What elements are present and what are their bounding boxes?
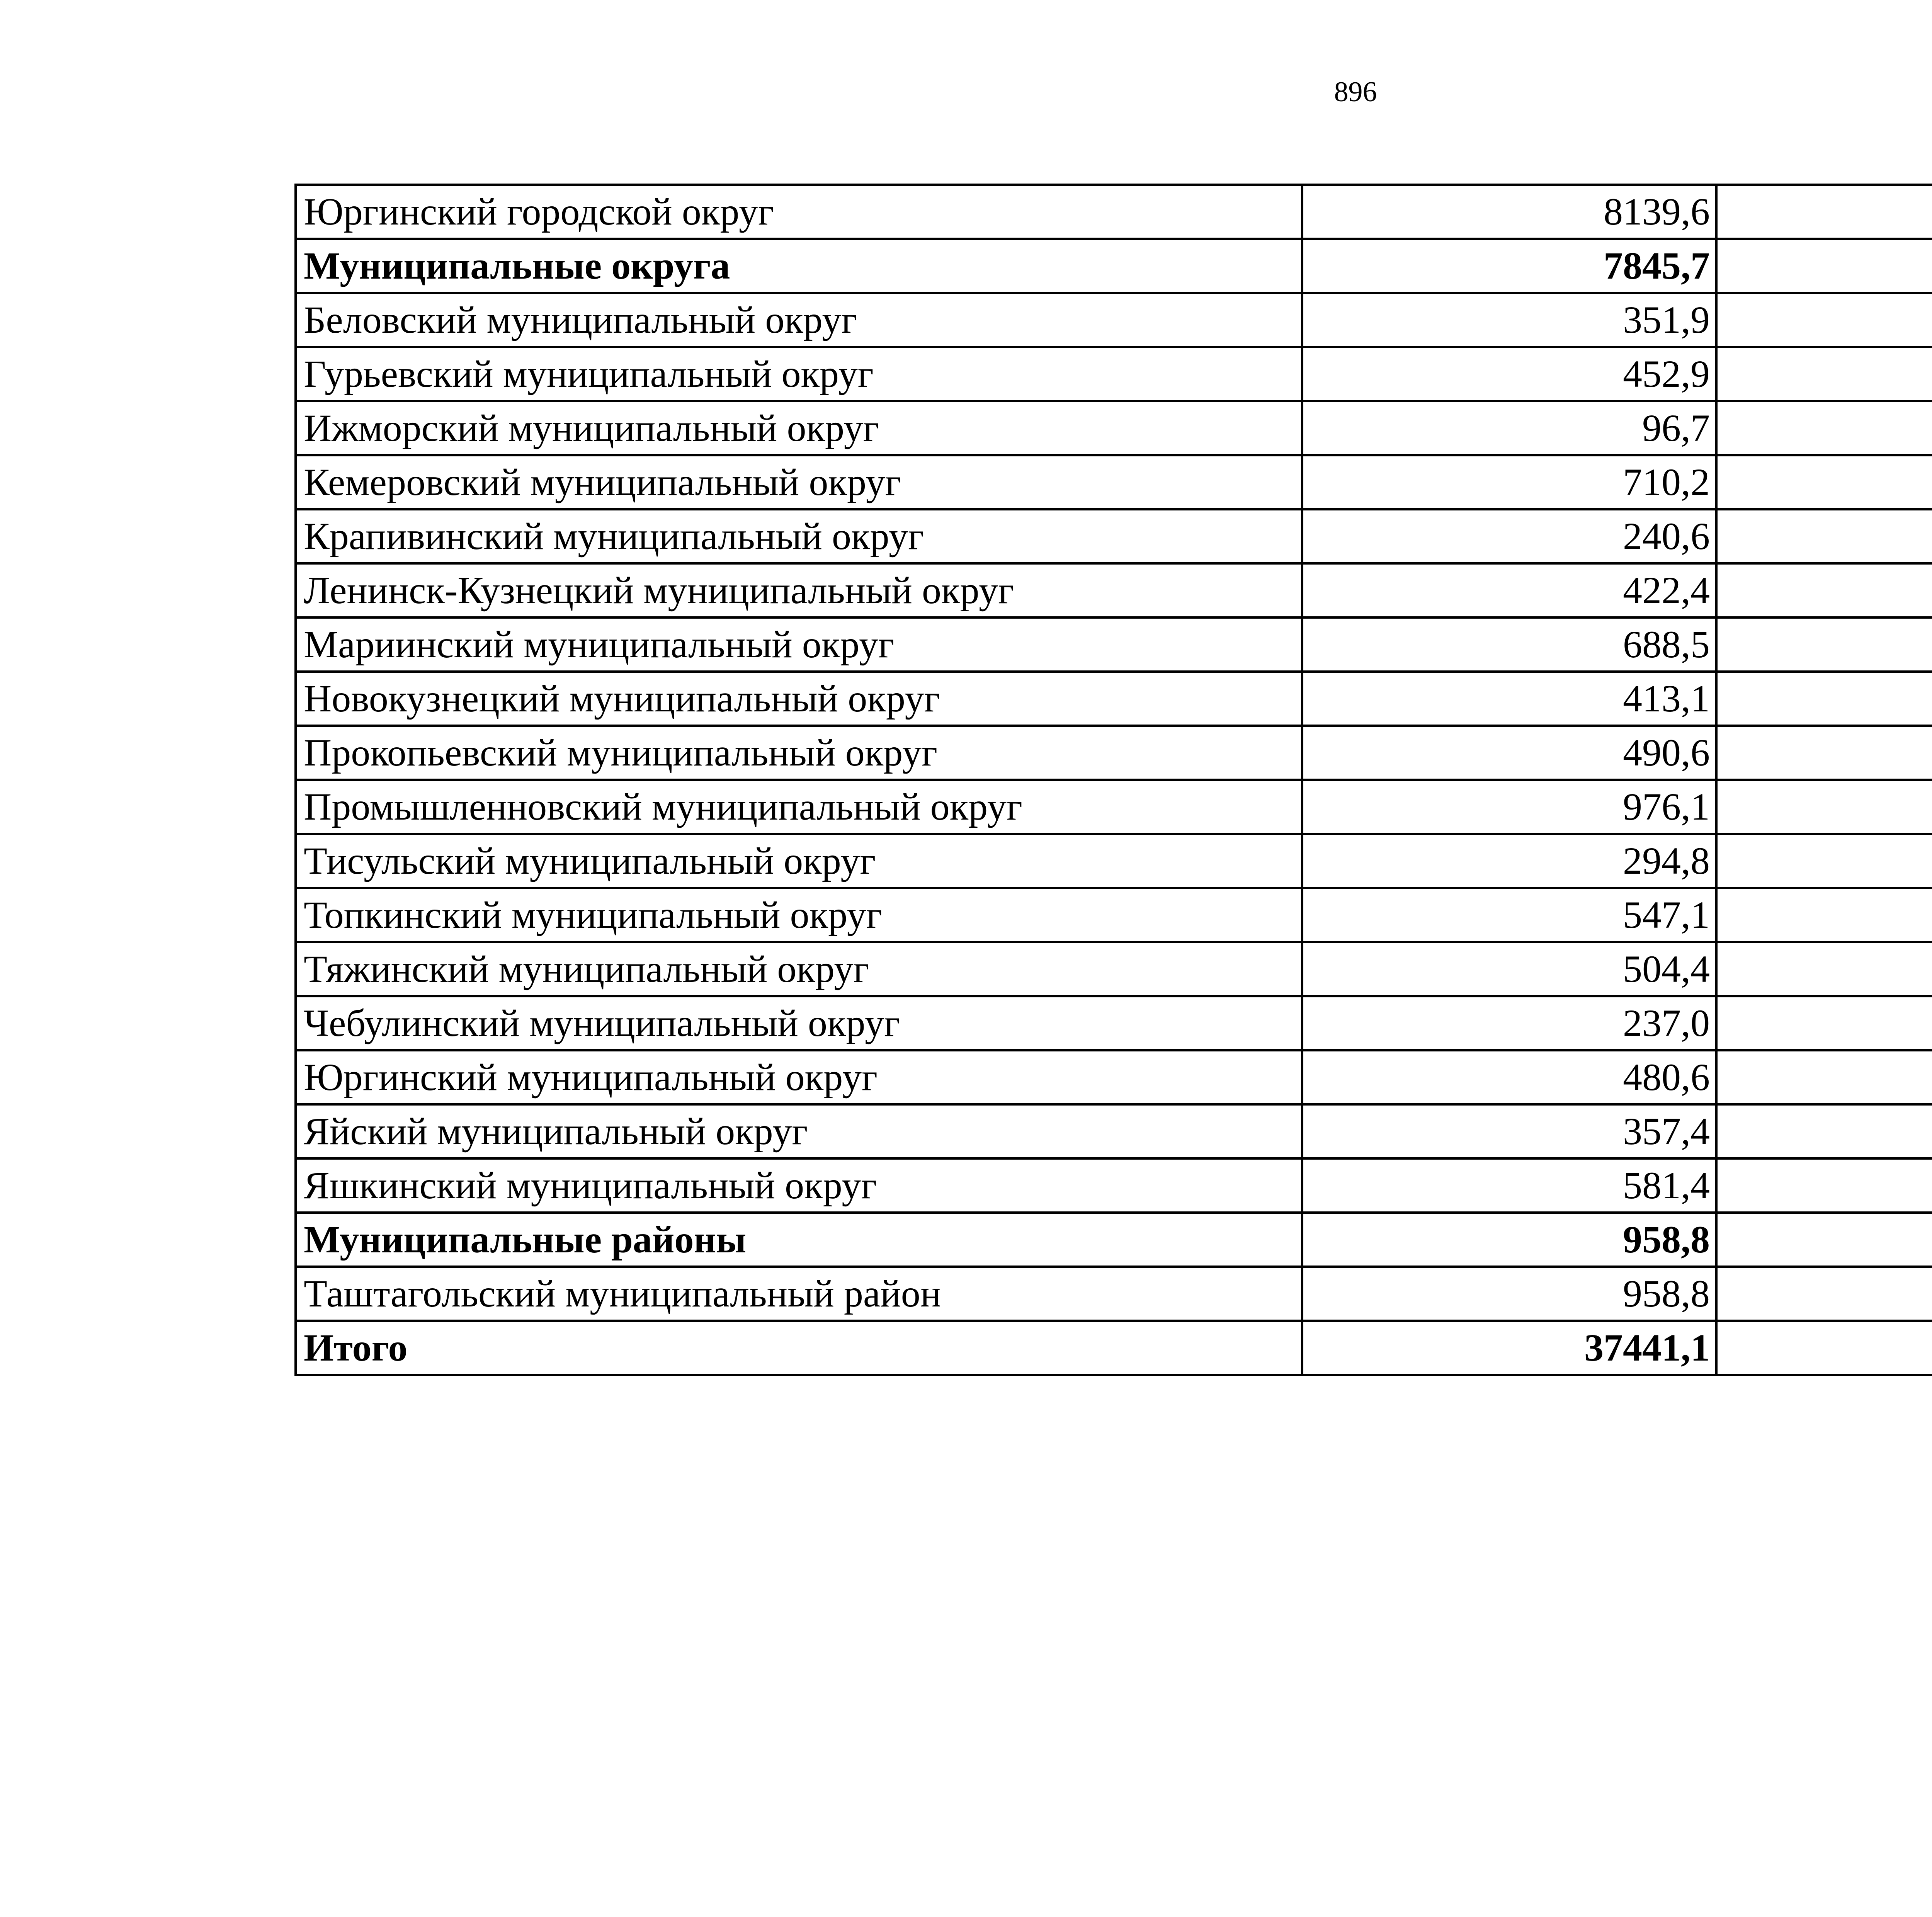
row-value-1-cell: 237,0 [1302,996,1716,1050]
row-name-cell: Беловский муниципальный округ [296,293,1302,347]
row-name-cell: Прокопьевский муниципальный округ [296,726,1302,780]
table-body [296,185,1932,1375]
row-name-cell: Муниципальные районы [296,1213,1302,1267]
row-value-2-cell [1716,1104,1932,1158]
row-name-cell: Юргинский муниципальный округ [296,1050,1302,1104]
row-value-2-cell [1716,509,1932,563]
row-name-cell: Тяжинский муниципальный округ [296,942,1302,996]
row-value-2-cell [1716,1213,1932,1267]
row-value-1-cell: 413,1 [1302,672,1716,726]
table-row [296,455,1932,509]
row-name-cell: Промышленновский муниципальный округ [296,780,1302,834]
row-value-2-cell [1716,563,1932,617]
row-value-2-cell [1716,996,1932,1050]
row-value-2-cell [1716,780,1932,834]
row-name-cell: Кемеровский муниципальный округ [296,455,1302,509]
row-value-1-cell: 976,1 [1302,780,1716,834]
row-value-1-cell: 547,1 [1302,888,1716,942]
row-value-1-cell: 240,6 [1302,509,1716,563]
row-name-cell: Ленинск-Кузнецкий муниципальный округ [296,563,1302,617]
table-row [296,780,1932,834]
row-name-cell: Новокузнецкий муниципальный округ [296,672,1302,726]
row-value-2-cell [1716,1321,1932,1375]
row-value-2-cell [1716,888,1932,942]
table-row-total [296,1213,1932,1267]
table-row [296,185,1932,239]
row-value-1-cell: 710,2 [1302,455,1716,509]
page-number: 896 [1334,76,1377,108]
table-row [296,293,1932,347]
row-value-2-cell [1716,455,1932,509]
row-value-1-cell: 581,4 [1302,1158,1716,1213]
table-row [296,834,1932,888]
table-row-total [296,1321,1932,1375]
row-value-2-cell [1716,726,1932,780]
row-name-cell: Муниципальные округа [296,239,1302,293]
table-row [296,347,1932,401]
row-name-cell: Чебулинский муниципальный округ [296,996,1302,1050]
row-name-cell: Ижморский муниципальный округ [296,401,1302,455]
row-value-2-cell [1716,239,1932,293]
row-name-cell: Таштагольский муниципальный район [296,1267,1302,1321]
row-value-1-cell: 422,4 [1302,563,1716,617]
row-name-cell: Тисульский муниципальный округ [296,834,1302,888]
row-value-1-cell: 351,9 [1302,293,1716,347]
table-row [296,726,1932,780]
budget-table [294,184,1932,1376]
table-row-total [296,239,1932,293]
row-value-2-cell [1716,1267,1932,1321]
row-name-cell: Топкинский муниципальный округ [296,888,1302,942]
row-value-2-cell [1716,293,1932,347]
row-value-1-cell: 504,4 [1302,942,1716,996]
row-value-1-cell: 452,9 [1302,347,1716,401]
table-row [296,1267,1932,1321]
row-value-2-cell [1716,672,1932,726]
table-row [296,509,1932,563]
row-name-cell: Яшкинский муниципальный округ [296,1158,1302,1213]
row-name-cell: Мариинский муниципальный округ [296,617,1302,672]
table-row [296,1050,1932,1104]
row-value-2-cell [1716,347,1932,401]
table-row [296,1104,1932,1158]
row-value-2-cell [1716,834,1932,888]
table-row [296,888,1932,942]
table-row [296,996,1932,1050]
row-value-1-cell: 8139,6 [1302,185,1716,239]
row-value-1-cell: 958,8 [1302,1267,1716,1321]
row-name-cell: Итого [296,1321,1302,1375]
table-row [296,1158,1932,1213]
table-row [296,563,1932,617]
row-value-2-cell [1716,942,1932,996]
row-value-2-cell [1716,185,1932,239]
row-value-2-cell [1716,401,1932,455]
row-value-1-cell: 37441,1 [1302,1321,1716,1375]
row-value-1-cell: 480,6 [1302,1050,1716,1104]
row-value-1-cell: 490,6 [1302,726,1716,780]
row-name-cell: Крапивинский муниципальный округ [296,509,1302,563]
row-name-cell: Гурьевский муниципальный округ [296,347,1302,401]
table-row [296,942,1932,996]
row-value-1-cell: 958,8 [1302,1213,1716,1267]
row-value-1-cell: 96,7 [1302,401,1716,455]
table-row [296,617,1932,672]
row-value-2-cell [1716,1158,1932,1213]
table-row [296,672,1932,726]
row-value-2-cell [1716,1050,1932,1104]
row-value-2-cell [1716,617,1932,672]
row-name-cell: Юргинский городской округ [296,185,1302,239]
row-value-1-cell: 688,5 [1302,617,1716,672]
table-row [296,401,1932,455]
row-name-cell: Яйский муниципальный округ [296,1104,1302,1158]
row-value-1-cell: 294,8 [1302,834,1716,888]
row-value-1-cell: 7845,7 [1302,239,1716,293]
row-value-1-cell: 357,4 [1302,1104,1716,1158]
